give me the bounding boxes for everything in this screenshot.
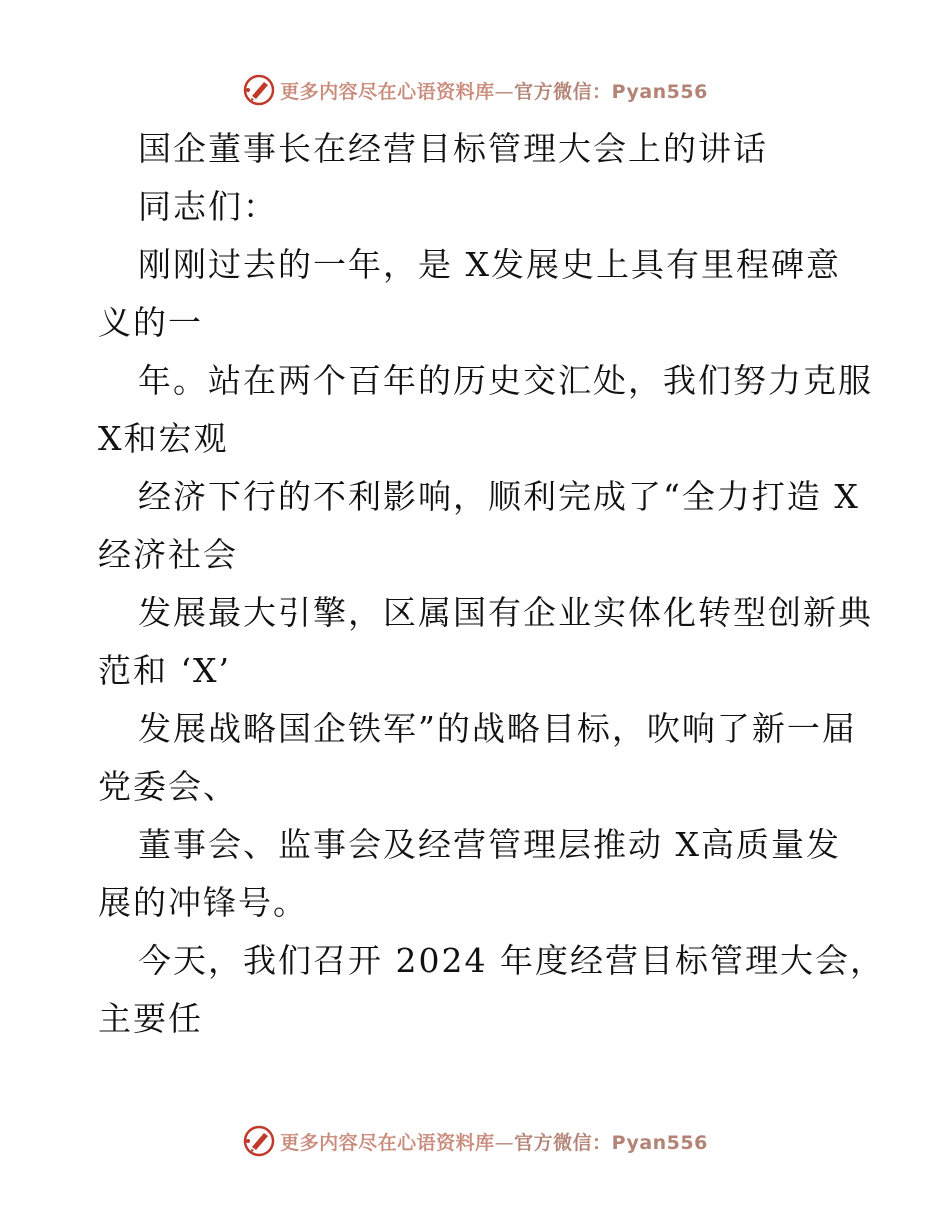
- paragraph-line: 年。站在两个百年的历史交汇处，我们努力克服: [138, 361, 873, 400]
- paragraph-line: 发展最大引擎，区属国有企业实体化转型创新典: [138, 593, 873, 632]
- pen-logo-icon: [242, 1124, 276, 1158]
- paragraph-line: 经济下行的不利影响，顺利完成了“全力打造 X: [138, 477, 860, 516]
- watermark-text: [280, 1128, 708, 1155]
- paragraph-line: 刚刚过去的一年，是 X发展史上具有里程碑意: [138, 245, 841, 284]
- paragraph-line: 范和 ‘X’: [98, 651, 231, 690]
- separator: —: [494, 1131, 515, 1154]
- separator: —: [494, 80, 515, 103]
- paragraph-line: 经济社会: [98, 535, 238, 574]
- wechat-id: 官方微信：Pyan556: [514, 80, 708, 103]
- site-name: 更多内容尽在心语资料库: [280, 1131, 495, 1154]
- paragraph-line: 党委会、: [98, 767, 238, 806]
- paragraph-line: 董事会、监事会及经营管理层推动 X高质量发: [138, 825, 841, 864]
- pen-logo-icon: [242, 73, 276, 107]
- paragraph-line: 义的一: [98, 303, 203, 342]
- paragraph-line: 发展战略国企铁军”的战略目标，吹响了新一届: [138, 709, 857, 748]
- site-name: 更多内容尽在心语资料库: [280, 80, 495, 103]
- watermark-text: [280, 77, 708, 104]
- paragraph-line: X和宏观: [98, 419, 229, 458]
- paragraph-line: 展的冲锋号。: [98, 883, 308, 922]
- footer-watermark-banner: [0, 1121, 950, 1161]
- document-body: [98, 120, 885, 1048]
- header-watermark-banner: [0, 70, 950, 110]
- document-title: 国企董事长在经营目标管理大会上的讲话: [138, 129, 768, 168]
- paragraph-line: 今天，我们召开 2024 年度经营目标管理大会，: [138, 941, 885, 980]
- wechat-id: 官方微信：Pyan556: [514, 1131, 708, 1154]
- salutation: 同志们：: [138, 187, 278, 226]
- paragraph-line: 主要任: [98, 999, 203, 1038]
